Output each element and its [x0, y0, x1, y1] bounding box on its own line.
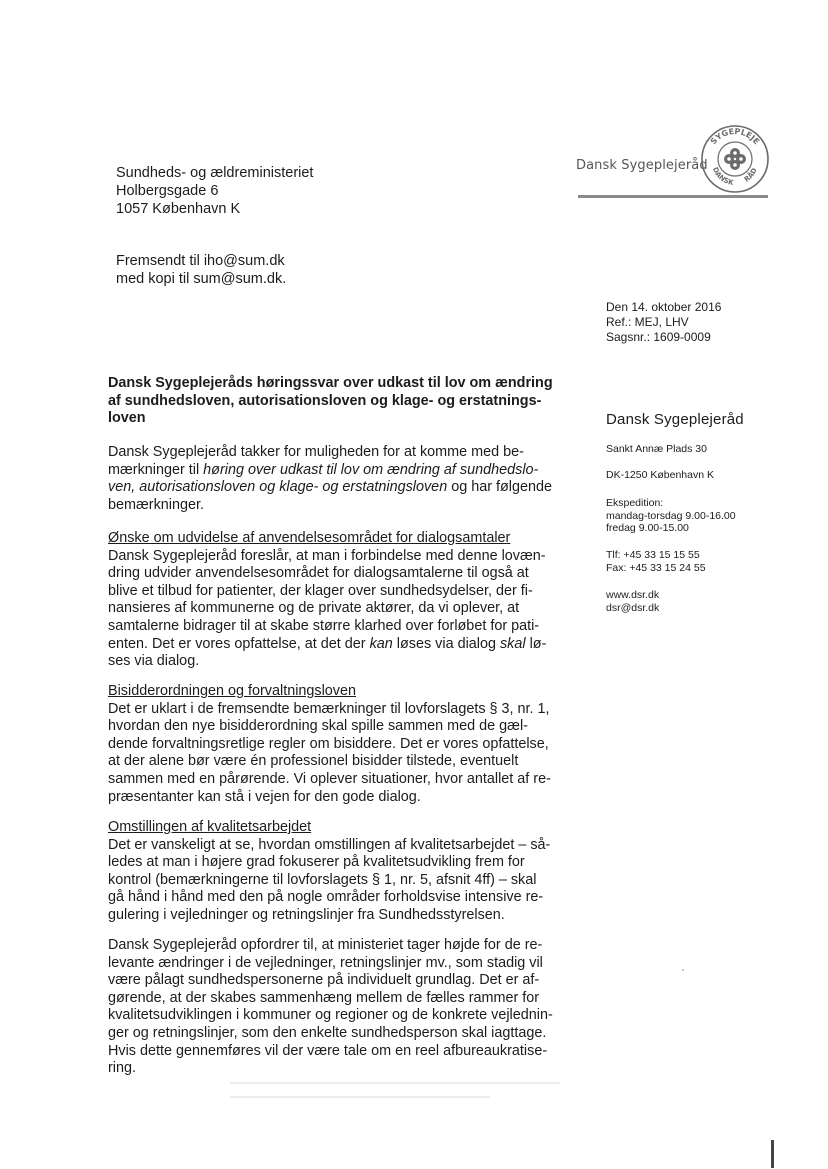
- seal-left-text: DANSK: [710, 165, 735, 188]
- section-line: Det er vanskeligt at se, hvordan omstillingen af kvalitetsarbejdet – så-: [108, 836, 551, 853]
- section-heading: Ønske om udvidelse af anvendelsesområdet for dialogsamtaler: [108, 530, 511, 546]
- intro-line: [108, 462, 552, 480]
- intro-italic: høring over udkast til lov om ændring af sundhedslo-: [203, 461, 539, 478]
- letter-case-number: Sagsnr.: 1609-0009: [606, 330, 711, 344]
- sidebar-hours-label: Ekspedition:: [606, 497, 664, 509]
- intro-italic: ven, autorisationsloven og klage- og erstatningsloven: [108, 479, 448, 496]
- section-text: lø-: [525, 635, 547, 652]
- section-line: ledes at man i højere grad fokuserer på kvalitetsudvikling frem for: [108, 854, 525, 871]
- section-line: [108, 636, 546, 654]
- intro-paragraph: [108, 444, 552, 514]
- section-line: kontrol (bemærkningerne til lovforslagets § 1, nr. 5, afsnit 4ff) – skal: [108, 871, 537, 888]
- section-line: nansieres af kommunerne og de private aktører, da vi oplever, at: [108, 600, 520, 617]
- recipient-line: Holbergsgade 6: [116, 183, 219, 199]
- section-heading: Bisidderordningen og forvaltningsloven: [108, 683, 356, 699]
- sidebar-website-link[interactable]: www.dsr.dk: [606, 589, 660, 601]
- section-line: gulering i vejledninger og retningslinjer fra Sundhedsstyrelsen.: [108, 906, 505, 923]
- scan-edge-mark: [771, 1140, 774, 1168]
- section-line: Dansk Sygeplejeråd foreslår, at man i forbindelse med denne lovæn-: [108, 547, 546, 564]
- letter-ref: Ref.: MEJ, LHV: [606, 315, 689, 329]
- sidebar-hours-friday: fredag 9.00-15.00: [606, 522, 689, 534]
- section-text: løses via dialog: [392, 635, 500, 652]
- svg-text:SYGEPLEJE: [709, 127, 761, 146]
- sidebar-address2: DK-1250 København K: [606, 469, 714, 481]
- section-heading: Omstillingen af kvalitetsarbejdet: [108, 819, 312, 835]
- sidebar-email-link[interactable]: dsr@dsr.dk: [606, 601, 660, 614]
- sidebar-hours: [606, 497, 736, 535]
- section-line: at der alene bør være én professionel bisidder tilstede, eventuelt: [108, 753, 519, 770]
- section-line: gørende, at der skabes sammenhæng mellem de fælles rammer for: [108, 989, 540, 1006]
- sidebar-web: [606, 589, 659, 614]
- section-line: samtalerne bidrager til at skabe større klarhed over forløbet for pati-: [108, 617, 540, 634]
- section-opfordring: [108, 937, 553, 1078]
- section-line: Det er uklart i de fremsendte bemærkninger til lovforslagets § 3, nr. 1,: [108, 700, 550, 717]
- sidebar-hours-weekdays: mandag-torsdag 9.00-16.00: [606, 509, 736, 522]
- section-line: gå hånd i hånd med den på nogle områder forholdsvise intensive re-: [108, 889, 544, 906]
- section-italic: skal: [499, 635, 526, 652]
- section-line: Hvis dette gennemføres vil der være tale om en reel afbureaukratise-: [108, 1042, 548, 1059]
- org-logo-name: Dansk Sygeplejeråd: [576, 158, 708, 173]
- org-seal-icon: [700, 124, 770, 194]
- section-line: præsentanter kan stå i vejen for den gode dialog.: [108, 788, 421, 805]
- recipient-line: Sundheds- og ældreministeriet: [116, 165, 314, 181]
- seal-right-text: RÅD: [742, 166, 759, 184]
- sidebar-org-title: Dansk Sygeplejeråd: [606, 411, 744, 428]
- date-reference-block: [606, 300, 721, 345]
- letter-title-line: loven: [108, 410, 146, 427]
- sent-line: med kopi til sum@sum.dk.: [116, 271, 287, 287]
- intro-text: og har følgende: [447, 479, 553, 496]
- letter-title-line: af sundhedsloven, autorisationsloven og klage- og erstatnings-: [108, 392, 542, 409]
- letter-date: Den 14. oktober 2016: [606, 300, 722, 314]
- svg-text:RÅD: [743, 167, 759, 184]
- section-bisidder: [108, 683, 551, 806]
- section-line: ring.: [108, 1060, 136, 1077]
- intro-line: bemærkninger.: [108, 496, 204, 513]
- letter-title-line: Dansk Sygeplejeråds høringssvar over udkast til lov om ændring: [108, 375, 553, 391]
- section-line: hvordan den nye bisidderordning skal spille sammen med de gæl-: [108, 718, 528, 735]
- section-text: enten. Det er vores opfattelse, at det der: [108, 635, 370, 652]
- sent-line: Fremsendt til iho@sum.dk: [116, 253, 285, 269]
- section-line: dring udvider anvendelsesområdet for dialogsamtalerne til også at: [108, 565, 529, 582]
- sidebar-address1: Sankt Annæ Plads 30: [606, 443, 707, 455]
- section-line: Dansk Sygeplejeråd opfordrer til, at ministeriet tager højde for de re-: [108, 937, 543, 953]
- section-line: levante ændringer i de vejledninger, retningslinjer mv., som stadig vil: [108, 954, 543, 971]
- scan-artifact: [682, 969, 684, 971]
- section-line: sammen med en pårørende. Vi oplever situationer, hvor antallet af re-: [108, 770, 551, 787]
- section-kvalitet: [108, 819, 550, 925]
- intro-line: Dansk Sygeplejeråd takker for muligheden for at komme med be-: [108, 444, 524, 460]
- section-italic: kan: [369, 635, 393, 652]
- recipient-line: 1057 København K: [116, 201, 241, 217]
- sidebar-fax: Fax: +45 33 15 24 55: [606, 561, 706, 574]
- section-line: dende forvaltningsretlige regler om bisiddere. Det er vores opfattelse,: [108, 735, 549, 752]
- section-line: blive et tilbud for patienter, der klager over sundhedsydelser, der fi-: [108, 582, 533, 599]
- section-line: ger og retningslinjer, som den enkelte sundhedsperson skal iagttage.: [108, 1024, 547, 1041]
- section-line: være pålagt sundhedspersonerne på individuelt grundlag. Det er af-: [108, 972, 540, 989]
- intro-text: mærkninger til: [108, 461, 204, 478]
- section-line: kvalitetsudviklingen i kommuner og regioner og de konkrete vejlednin-: [108, 1007, 553, 1024]
- sidebar-phone: Tlf: +45 33 15 15 55: [606, 549, 700, 561]
- sidebar-contact: [606, 549, 706, 574]
- scan-bleed-through: [230, 1082, 560, 1084]
- section-line: ses via dialog.: [108, 653, 200, 670]
- sent-to: [116, 252, 286, 288]
- section-dialog: [108, 530, 546, 671]
- seal-top-text: SYGEPLEJE: [708, 126, 762, 147]
- letter-title: [108, 375, 553, 428]
- header-rule: [578, 195, 768, 198]
- recipient-address: [116, 164, 313, 218]
- scan-bleed-through: [230, 1096, 490, 1098]
- intro-line: [108, 479, 552, 497]
